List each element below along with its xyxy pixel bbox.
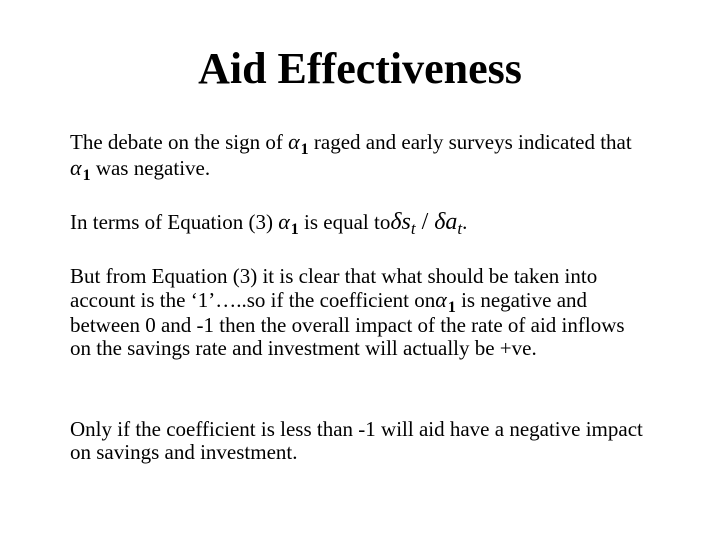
paragraph-sign-debate [70, 130, 650, 182]
alpha1-symbol: $\alpha_1$ [288, 129, 309, 158]
paragraph-negative-impact: Only if the coefficient is less than -1 will aid have a negative impact on savings and investment. [70, 417, 643, 464]
partial-derivative-formula: $\delta s_t / \delta a_t$ [390, 209, 463, 238]
alpha1-symbol: $\alpha_1$ [70, 155, 91, 184]
para1-text-b: raged and early surveys indicated that [308, 130, 632, 154]
para3-text-b: is negative and between 0 and -1 then the overall impact of the rate of aid inflows on the savings rate and investment will actually be +ve. [70, 288, 625, 360]
para3-text-a: But from Equation (3) it is clear that what should be taken into account is the ‘1’…..so if the coefficient on [70, 264, 598, 312]
para1-text-a: The debate on the sign of [70, 130, 289, 154]
slide-title: Aid Effectiveness [198, 44, 522, 93]
para2-text-c: . [462, 210, 468, 234]
para2-text-b: is equal to [298, 210, 391, 234]
alpha1-symbol: $\alpha_1$ [278, 209, 299, 238]
paragraph-equation-3 [70, 210, 650, 236]
paragraph-coefficient-impact [70, 265, 650, 360]
para1-text-c: was negative. [90, 156, 211, 180]
alpha1-symbol: $\alpha_1$ [435, 287, 456, 316]
para2-text-a: In terms of Equation (3) [70, 210, 279, 234]
